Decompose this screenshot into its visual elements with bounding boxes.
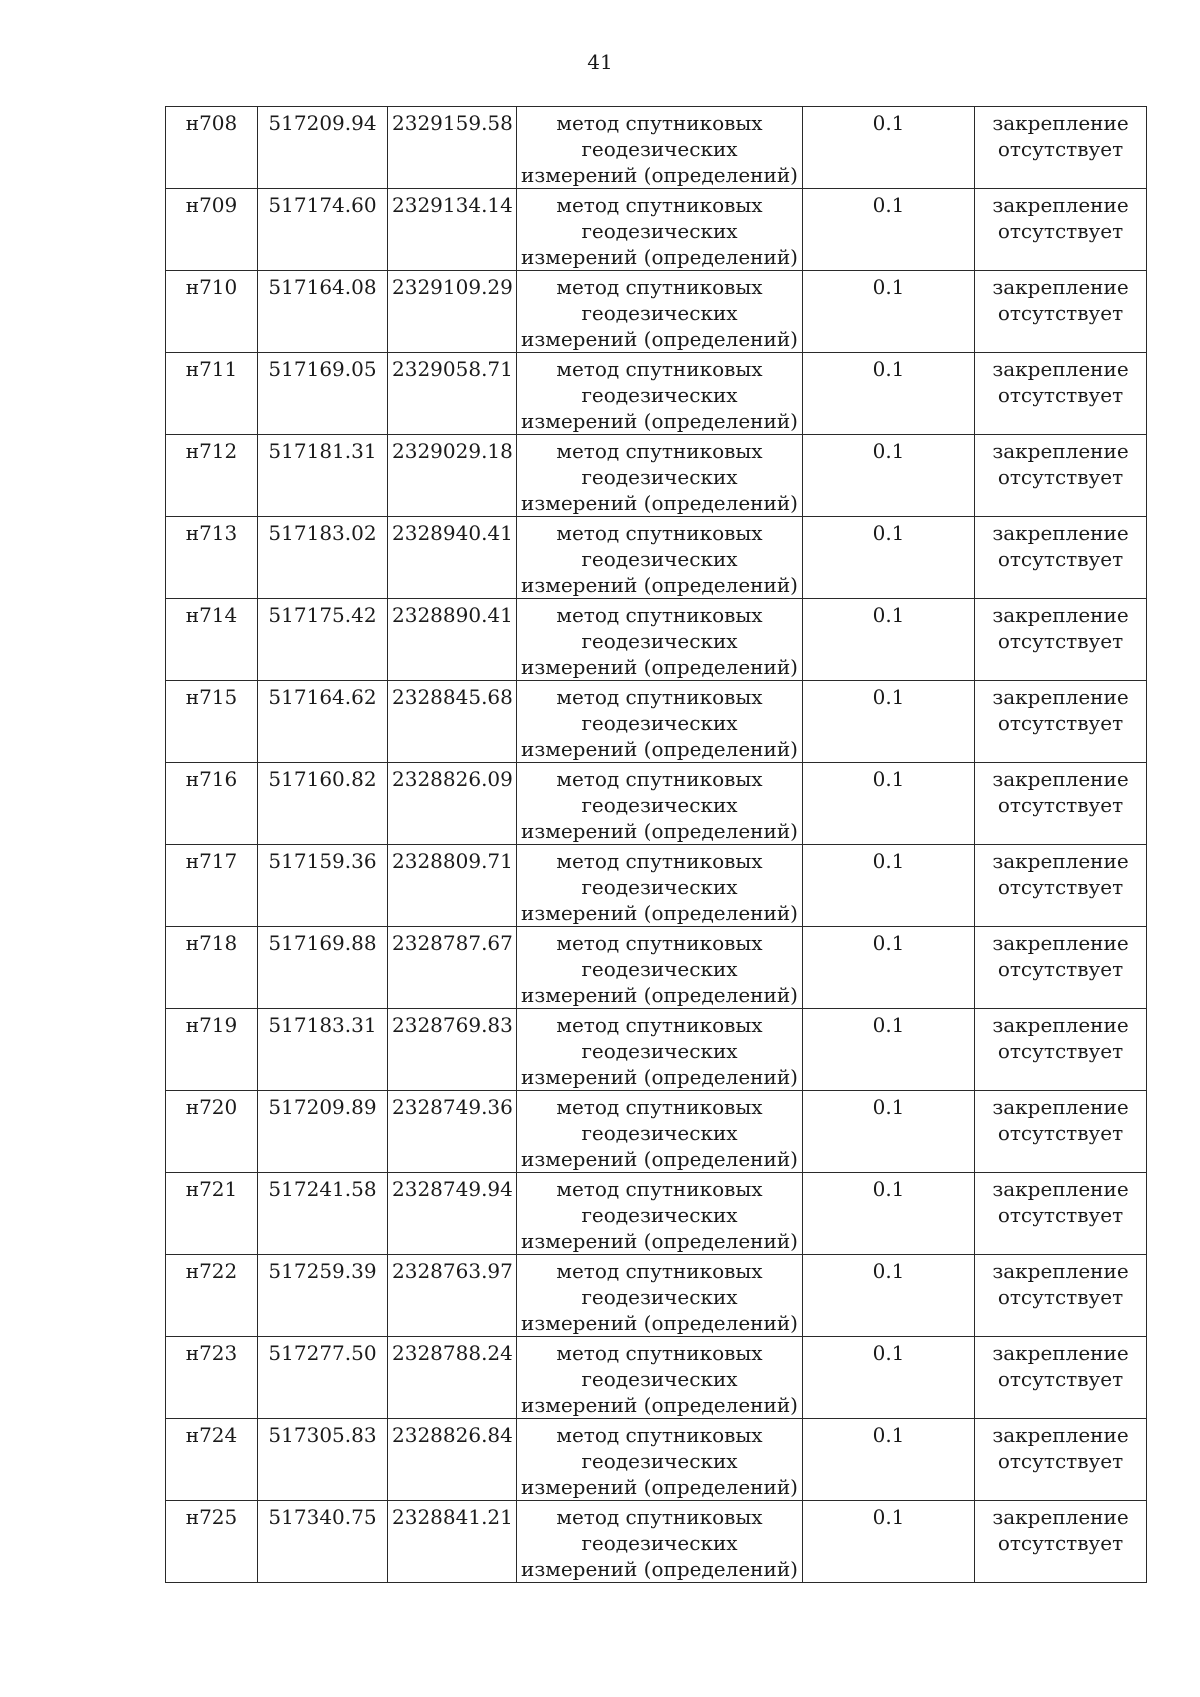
table-row bbox=[166, 1419, 1147, 1501]
accuracy-cell: 0.1 bbox=[803, 927, 975, 1009]
coordinates-table-body bbox=[166, 107, 1147, 1583]
method-cell: метод спутниковых геодезических измерений (определений) bbox=[517, 927, 803, 1009]
table-row bbox=[166, 927, 1147, 1009]
table-row bbox=[166, 1501, 1147, 1583]
fixing-description-cell: закрепление отсутствует bbox=[975, 681, 1147, 763]
point-number-cell: н719 bbox=[166, 1009, 258, 1091]
y-coordinate-cell: 2328788.24 bbox=[388, 1337, 517, 1419]
fixing-description-cell: закрепление отсутствует bbox=[975, 599, 1147, 681]
fixing-description-cell: закрепление отсутствует bbox=[975, 1501, 1147, 1583]
x-coordinate-cell: 517169.05 bbox=[258, 353, 388, 435]
fixing-description-cell: закрепление отсутствует bbox=[975, 517, 1147, 599]
x-coordinate-cell: 517340.75 bbox=[258, 1501, 388, 1583]
y-coordinate-cell: 2328749.36 bbox=[388, 1091, 517, 1173]
table-row bbox=[166, 271, 1147, 353]
table-row bbox=[166, 1091, 1147, 1173]
point-number-cell: н709 bbox=[166, 189, 258, 271]
method-cell: метод спутниковых геодезических измерений (определений) bbox=[517, 599, 803, 681]
point-number-cell: н725 bbox=[166, 1501, 258, 1583]
point-number-cell: н723 bbox=[166, 1337, 258, 1419]
point-number-cell: н710 bbox=[166, 271, 258, 353]
x-coordinate-cell: 517209.89 bbox=[258, 1091, 388, 1173]
fixing-description-cell: закрепление отсутствует bbox=[975, 927, 1147, 1009]
accuracy-cell: 0.1 bbox=[803, 435, 975, 517]
method-cell: метод спутниковых геодезических измерений (определений) bbox=[517, 353, 803, 435]
accuracy-cell: 0.1 bbox=[803, 189, 975, 271]
method-cell: метод спутниковых геодезических измерений (определений) bbox=[517, 1255, 803, 1337]
point-number-cell: н713 bbox=[166, 517, 258, 599]
method-cell: метод спутниковых геодезических измерений (определений) bbox=[517, 1337, 803, 1419]
y-coordinate-cell: 2328809.71 bbox=[388, 845, 517, 927]
page-number: 41 bbox=[587, 50, 613, 74]
x-coordinate-cell: 517164.62 bbox=[258, 681, 388, 763]
method-cell: метод спутниковых геодезических измерений (определений) bbox=[517, 1419, 803, 1501]
point-number-cell: н711 bbox=[166, 353, 258, 435]
accuracy-cell: 0.1 bbox=[803, 353, 975, 435]
y-coordinate-cell: 2329029.18 bbox=[388, 435, 517, 517]
y-coordinate-cell: 2328841.21 bbox=[388, 1501, 517, 1583]
point-number-cell: н720 bbox=[166, 1091, 258, 1173]
point-number-cell: н712 bbox=[166, 435, 258, 517]
method-cell: метод спутниковых геодезических измерений (определений) bbox=[517, 107, 803, 189]
accuracy-cell: 0.1 bbox=[803, 517, 975, 599]
y-coordinate-cell: 2329109.29 bbox=[388, 271, 517, 353]
point-number-cell: н708 bbox=[166, 107, 258, 189]
accuracy-cell: 0.1 bbox=[803, 271, 975, 353]
y-coordinate-cell: 2328845.68 bbox=[388, 681, 517, 763]
accuracy-cell: 0.1 bbox=[803, 1009, 975, 1091]
accuracy-cell: 0.1 bbox=[803, 1501, 975, 1583]
x-coordinate-cell: 517209.94 bbox=[258, 107, 388, 189]
x-coordinate-cell: 517183.02 bbox=[258, 517, 388, 599]
fixing-description-cell: закрепление отсутствует bbox=[975, 107, 1147, 189]
method-cell: метод спутниковых геодезических измерений (определений) bbox=[517, 1501, 803, 1583]
accuracy-cell: 0.1 bbox=[803, 681, 975, 763]
y-coordinate-cell: 2328890.41 bbox=[388, 599, 517, 681]
point-number-cell: н721 bbox=[166, 1173, 258, 1255]
method-cell: метод спутниковых геодезических измерений (определений) bbox=[517, 435, 803, 517]
table-row bbox=[166, 1009, 1147, 1091]
table-row bbox=[166, 435, 1147, 517]
fixing-description-cell: закрепление отсутствует bbox=[975, 763, 1147, 845]
x-coordinate-cell: 517160.82 bbox=[258, 763, 388, 845]
accuracy-cell: 0.1 bbox=[803, 845, 975, 927]
table-row bbox=[166, 599, 1147, 681]
fixing-description-cell: закрепление отсутствует bbox=[975, 189, 1147, 271]
coordinates-table bbox=[165, 106, 1147, 1583]
accuracy-cell: 0.1 bbox=[803, 599, 975, 681]
fixing-description-cell: закрепление отсутствует bbox=[975, 435, 1147, 517]
x-coordinate-cell: 517259.39 bbox=[258, 1255, 388, 1337]
fixing-description-cell: закрепление отсутствует bbox=[975, 1419, 1147, 1501]
table-row bbox=[166, 681, 1147, 763]
point-number-cell: н722 bbox=[166, 1255, 258, 1337]
fixing-description-cell: закрепление отсутствует bbox=[975, 845, 1147, 927]
table-row bbox=[166, 353, 1147, 435]
x-coordinate-cell: 517181.31 bbox=[258, 435, 388, 517]
accuracy-cell: 0.1 bbox=[803, 107, 975, 189]
y-coordinate-cell: 2328769.83 bbox=[388, 1009, 517, 1091]
y-coordinate-cell: 2328763.97 bbox=[388, 1255, 517, 1337]
fixing-description-cell: закрепление отсутствует bbox=[975, 1337, 1147, 1419]
accuracy-cell: 0.1 bbox=[803, 763, 975, 845]
method-cell: метод спутниковых геодезических измерений (определений) bbox=[517, 845, 803, 927]
x-coordinate-cell: 517169.88 bbox=[258, 927, 388, 1009]
table-row bbox=[166, 1255, 1147, 1337]
x-coordinate-cell: 517277.50 bbox=[258, 1337, 388, 1419]
method-cell: метод спутниковых геодезических измерений (определений) bbox=[517, 517, 803, 599]
accuracy-cell: 0.1 bbox=[803, 1337, 975, 1419]
x-coordinate-cell: 517241.58 bbox=[258, 1173, 388, 1255]
accuracy-cell: 0.1 bbox=[803, 1255, 975, 1337]
x-coordinate-cell: 517183.31 bbox=[258, 1009, 388, 1091]
table-row bbox=[166, 763, 1147, 845]
point-number-cell: н718 bbox=[166, 927, 258, 1009]
y-coordinate-cell: 2328826.84 bbox=[388, 1419, 517, 1501]
method-cell: метод спутниковых геодезических измерений (определений) bbox=[517, 763, 803, 845]
point-number-cell: н717 bbox=[166, 845, 258, 927]
fixing-description-cell: закрепление отсутствует bbox=[975, 1255, 1147, 1337]
x-coordinate-cell: 517164.08 bbox=[258, 271, 388, 353]
table-row bbox=[166, 517, 1147, 599]
accuracy-cell: 0.1 bbox=[803, 1173, 975, 1255]
x-coordinate-cell: 517305.83 bbox=[258, 1419, 388, 1501]
method-cell: метод спутниковых геодезических измерений (определений) bbox=[517, 1009, 803, 1091]
y-coordinate-cell: 2329159.58 bbox=[388, 107, 517, 189]
point-number-cell: н715 bbox=[166, 681, 258, 763]
fixing-description-cell: закрепление отсутствует bbox=[975, 1173, 1147, 1255]
y-coordinate-cell: 2329134.14 bbox=[388, 189, 517, 271]
table-row bbox=[166, 1173, 1147, 1255]
method-cell: метод спутниковых геодезических измерений (определений) bbox=[517, 1173, 803, 1255]
y-coordinate-cell: 2328749.94 bbox=[388, 1173, 517, 1255]
x-coordinate-cell: 517175.42 bbox=[258, 599, 388, 681]
method-cell: метод спутниковых геодезических измерений (определений) bbox=[517, 271, 803, 353]
point-number-cell: н724 bbox=[166, 1419, 258, 1501]
point-number-cell: н714 bbox=[166, 599, 258, 681]
fixing-description-cell: закрепление отсутствует bbox=[975, 353, 1147, 435]
y-coordinate-cell: 2329058.71 bbox=[388, 353, 517, 435]
method-cell: метод спутниковых геодезических измерений (определений) bbox=[517, 1091, 803, 1173]
table-row bbox=[166, 107, 1147, 189]
method-cell: метод спутниковых геодезических измерений (определений) bbox=[517, 189, 803, 271]
fixing-description-cell: закрепление отсутствует bbox=[975, 1009, 1147, 1091]
x-coordinate-cell: 517159.36 bbox=[258, 845, 388, 927]
accuracy-cell: 0.1 bbox=[803, 1419, 975, 1501]
fixing-description-cell: закрепление отсутствует bbox=[975, 1091, 1147, 1173]
y-coordinate-cell: 2328826.09 bbox=[388, 763, 517, 845]
accuracy-cell: 0.1 bbox=[803, 1091, 975, 1173]
point-number-cell: н716 bbox=[166, 763, 258, 845]
y-coordinate-cell: 2328940.41 bbox=[388, 517, 517, 599]
x-coordinate-cell: 517174.60 bbox=[258, 189, 388, 271]
table-row bbox=[166, 845, 1147, 927]
table-row bbox=[166, 189, 1147, 271]
method-cell: метод спутниковых геодезических измерений (определений) bbox=[517, 681, 803, 763]
table-row bbox=[166, 1337, 1147, 1419]
fixing-description-cell: закрепление отсутствует bbox=[975, 271, 1147, 353]
y-coordinate-cell: 2328787.67 bbox=[388, 927, 517, 1009]
